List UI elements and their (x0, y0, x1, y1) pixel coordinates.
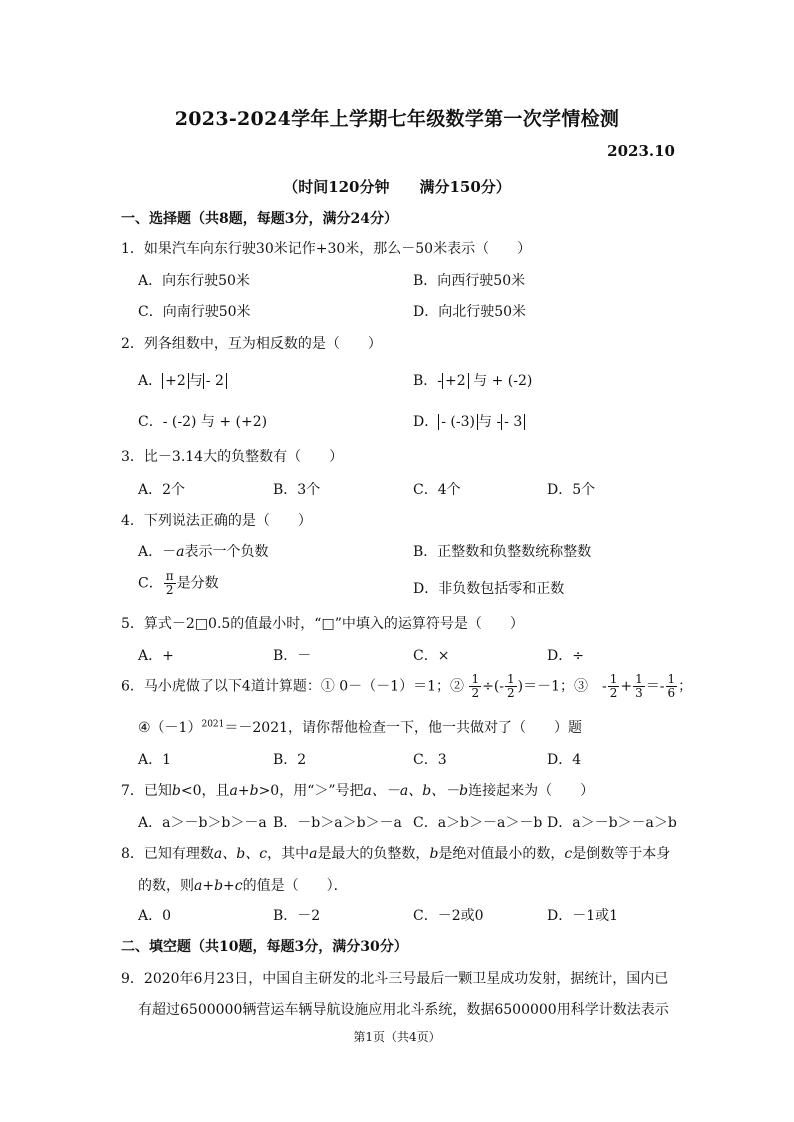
question-8-option-b: B．－2 (273, 908, 321, 924)
page-title: 2023-2024学年上学期七年级数学第一次学情检测 (174, 108, 620, 130)
question-6-option-b: B．2 (273, 752, 307, 768)
exam-info: （时间120分钟 满分150分） (283, 178, 511, 196)
question-6-option-d: D．4 (547, 752, 582, 768)
question-9-line-2: 有超过6500000辆营运车辆导航设施应用北斗系统，数据6500000用科学计数法表示 (138, 1002, 669, 1018)
question-1-option-b: B．向西行驶50米 (413, 273, 526, 289)
question-2-option-b: B．- +2 与 + (-2) (413, 373, 533, 389)
question-4-option-a: A．－a表示一个负数 (138, 544, 269, 560)
question-2-option-c: C．- (-2) 与 + (+2) (138, 414, 268, 430)
question-5-option-d: D．÷ (547, 648, 584, 664)
question-2-option-d: D． - (-3) 与 - - 3 (413, 411, 525, 431)
question-6-option-a: A．1 (138, 752, 172, 768)
question-3-option-c: C．4个 (413, 482, 461, 498)
section-heading-choice: 一、选择题（共8题，每题3分，满分24分） (121, 211, 398, 227)
question-7-option-c: C．a＞b＞－a＞－b (413, 815, 543, 831)
question-8-stem-line-1: 8．已知有理数a、b、c，其中a是最大的负整数，b是绝对值最小的数，c是倒数等于本身 (121, 846, 671, 862)
question-8-option-a: A．0 (138, 908, 172, 924)
question-9-line-1: 9．2020年6月23日，中国自主研发的北斗三号最后一颗卫星成功发射，据统计，国内已 (121, 971, 669, 987)
exam-date: 2023.10 (607, 142, 675, 160)
question-3-stem: 3．比－3.14大的负整数有（ ） (121, 449, 344, 465)
section-heading-fill-in: 二、填空题（共10题，每题3分，满分30分） (121, 939, 408, 955)
question-8-stem-line-2: 的数，则a+b+c的值是（ ）． (138, 878, 348, 894)
question-7-option-d: D．a＞－b＞－a＞b (547, 815, 677, 831)
question-4-option-b: B．正整数和负整数统称整数 (413, 544, 592, 560)
question-7-stem: 7．已知b<0，且a+b>0，用“＞”号把a、－a、b、－b连接起来为（ ） (121, 783, 595, 799)
question-1-option-c: C．向南行驶50米 (138, 304, 251, 320)
question-6-stem-line-1: 6．马小虎做了以下4道计算题：① 0－（－1）＝1；② $\frac{1}{2}$ ÷(- $\frac{1}{2}$ )＝－1；③ - $\frac{1}{2}$ + $\frac{1}{3}$ ＝- $\frac{1}{6}$ ； (121, 672, 693, 700)
question-1-stem: 1．如果汽车向东行驶30米记作+30米，那么－50米表示（ ） (121, 241, 532, 257)
question-2-option-a: A． +2 与 - 2 (138, 370, 227, 390)
question-2-stem: 2．列各组数中，互为相反数的是（ ） (121, 336, 382, 352)
question-7-option-a: A．a＞－b＞b＞－a (138, 815, 267, 831)
question-1-option-a: A．向东行驶50米 (138, 273, 250, 289)
question-7-option-b: B．－b＞a＞b＞－a (273, 815, 402, 831)
page-footer: 第1页（共4页） (353, 1030, 441, 1044)
question-4-option-d: D．非负数包括零和正数 (413, 581, 565, 597)
question-8-option-d: D．－1或1 (547, 908, 619, 924)
question-5-stem: 5．算式－2□0.5的值最小时，“□”中填入的运算符号是（ ） (121, 616, 524, 632)
question-5-option-c: C．× (413, 648, 450, 664)
question-8-option-c: C．－2或0 (413, 908, 484, 924)
question-5-option-a: A．+ (138, 648, 174, 664)
question-4-option-c: C． $\frac{\pi}{2}$ 是分数 (138, 569, 219, 597)
question-3-option-b: B．3个 (273, 482, 321, 498)
question-3-option-a: A．2个 (138, 482, 186, 498)
question-6-option-c: C．3 (413, 752, 447, 768)
question-4-stem: 4．下列说法正确的是（ ） (121, 513, 312, 529)
question-1-option-d: D．向北行驶50米 (413, 304, 527, 320)
question-5-option-b: B．－ (273, 648, 312, 664)
question-6-stem-line-2: $④(-1)^{2021}=-2021$，请你帮他检查一下，他一共做对了（ ）题 (138, 719, 583, 736)
question-3-option-d: D．5个 (547, 482, 596, 498)
